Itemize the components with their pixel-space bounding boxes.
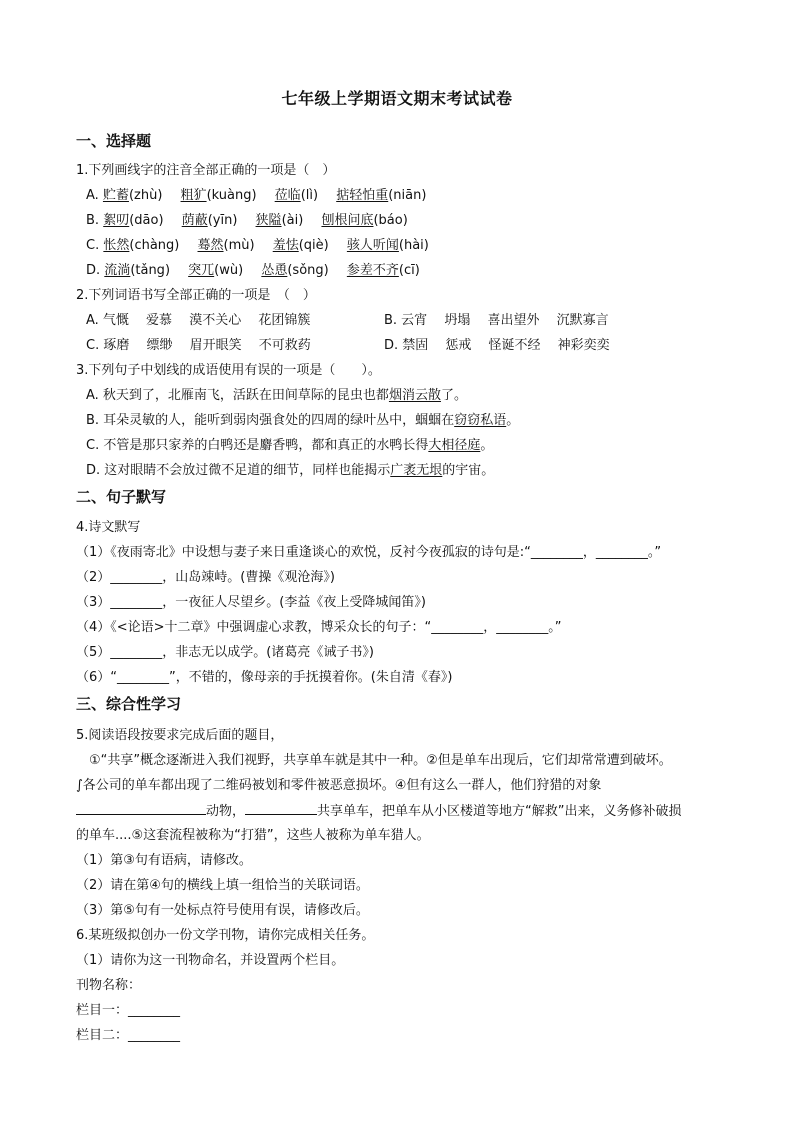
pinyin-item: 絮叨(dāo) (103, 213, 164, 228)
pinyin-item: 刨根问底(báo) (321, 213, 408, 228)
question-6-stem: 6.某班级拟创办一份文学刊物，请你完成相关任务。 (76, 928, 375, 943)
question-1-option-d (86, 262, 434, 280)
underlined-idiom: 烟消云散 (388, 388, 441, 403)
pinyin-item: 突兀(wù) (188, 263, 244, 278)
option-label: C. (86, 238, 100, 253)
question-2-option-d: D. 禁固 惩戒 怪诞不经 神彩奕奕 (384, 338, 610, 353)
question-2-stem: 2.下列词语书写全部正确的一项是 （ ） (76, 288, 316, 303)
page-title: 七年级上学期语文期末考试试卷 (281, 89, 513, 108)
question-1-option-b (86, 212, 422, 230)
question-4-item-5: （5）________，非志无以成学。(诸葛亮《诫子书》) (76, 645, 374, 660)
section-heading-recitation: 二、句子默写 (76, 488, 167, 506)
question-4-item-6: （6）“________”，不错的，像母亲的手抚摸着你。(朱自清《春》) (76, 670, 453, 685)
fill-blank[interactable] (245, 802, 317, 815)
option-label: B. (86, 213, 100, 228)
question-3-option-d: D. 这对眼睛不会放过微不足道的细节，同样也能揭示广袤无垠的宇宙。 (86, 463, 495, 478)
question-3-stem: 3.下列句子中划线的成语使用有误的一项是（ ）。 (76, 363, 381, 378)
pinyin-item: 贮蓄(zhù) (102, 188, 163, 203)
question-4-item-1: （1）《夜雨寄北》中设想与妻子来日重逢谈心的欢悦，反衬今夜孤寂的诗句是:“________，________。” (76, 545, 662, 560)
pinyin-item: 流淌(tǎng) (104, 263, 171, 278)
underlined-idiom: 大相径庭 (428, 438, 481, 453)
pinyin-item: 骇人听闻(hài) (346, 238, 429, 253)
underlined-idiom: 广袤无垠 (390, 463, 443, 478)
pinyin-item: 莅临(lì) (274, 188, 319, 203)
question-4-item-4: （4）《<论语>十二章》中强调虚心求教，博采众长的句子：“________，________。” (76, 620, 562, 635)
section-heading-choice: 一、选择题 (76, 132, 152, 150)
question-1-option-c (86, 237, 443, 255)
question-5-item-3: （3）第⑤句有一处标点符号使用有误，请修改后。 (76, 903, 369, 918)
pinyin-item: 掂轻怕重(niān) (336, 188, 427, 203)
question-5-item-1: （1）第③句有语病，请修改。 (76, 853, 252, 868)
column-one-line: 栏目一：________ (76, 1003, 181, 1018)
question-3-option-a: A. 秋天到了，北雁南飞，活跃在田间草际的昆虫也都烟消云散了。 (86, 388, 467, 403)
pinyin-item: 参差不齐(cī) (346, 263, 420, 278)
question-4-item-3: （3）________，一夜征人尽望乡。(李益《夜上受降城闻笛》) (76, 595, 426, 610)
fill-blank[interactable] (76, 802, 206, 815)
pinyin-item: 狭隘(ài) (255, 213, 304, 228)
question-1-stem: 1.下列画线字的注音全部正确的一项是（ ） (76, 163, 336, 178)
pinyin-item: 羞怯(qiè) (272, 238, 329, 253)
question-1-option-a (86, 187, 440, 205)
option-label: D. (86, 263, 101, 278)
pinyin-item: 粗犷(kuàng) (180, 188, 257, 203)
question-6-item-1: （1）请你为这一刊物命名，并设置两个栏目。 (76, 953, 345, 968)
question-3-option-c: C. 不管是那只家养的白鸭还是麝香鸭，都和真正的水鸭长得大相径庭。 (86, 438, 494, 453)
section-heading-comprehensive: 三、综合性学习 (76, 695, 182, 713)
question-5-passage-line-1: ①“共享”概念逐渐进入我们视野，共享单车就是其中一种。②但是单车出现后，它们却常常遭到破坏。 (76, 753, 672, 768)
question-5-item-2: （2）请在第④句的横线上填一组恰当的关联词语。 (76, 878, 369, 893)
question-2-option-c: C. 琢磨 缥缈 眉开眼笑 不可救药 (86, 338, 311, 353)
question-5-passage-line-3: 动物， 共享单车，把单车从小区楼道等地方“解救”出来，义务修补破损 (76, 802, 682, 821)
question-4-stem: 4.诗文默写 (76, 520, 141, 535)
pinyin-item: 怂恿(sǒng) (261, 263, 329, 278)
question-2-option-b: B. 云宵 坍塌 喜出望外 沉默寡言 (384, 313, 609, 328)
option-label: A. (86, 188, 99, 203)
question-5-stem: 5.阅读语段按要求完成后面的题目， (76, 728, 284, 743)
pinyin-item: 蓦然(mù) (197, 238, 255, 253)
question-4-item-2: （2）________，山岛竦峙。(曹操《观沧海》) (76, 570, 335, 585)
question-5-passage-line-4: 的单车....⑤这套流程被称为“打猎”，这些人被称为单车猎人。 (76, 828, 430, 843)
column-two-line: 栏目二：________ (76, 1028, 181, 1043)
journal-name-label: 刊物名称： (76, 978, 142, 993)
pinyin-item: 怅然(chàng) (103, 238, 180, 253)
underlined-idiom: 窃窃私语 (454, 413, 507, 428)
pinyin-item: 荫蔽(yīn) (181, 213, 238, 228)
question-5-passage-line-2: ∫各公司的单车都出现了二维码被划和零件被恶意损坏。④但有这么一群人，他们狩猎的对象 (76, 778, 602, 793)
question-2-option-a: A. 气慨 爱慕 漠不关心 花团锦簇 (86, 313, 311, 328)
question-3-option-b: B. 耳朵灵敏的人，能听到弱肉强食处的四周的绿叶丛中，蝈蝈在窃窃私语。 (86, 413, 520, 428)
